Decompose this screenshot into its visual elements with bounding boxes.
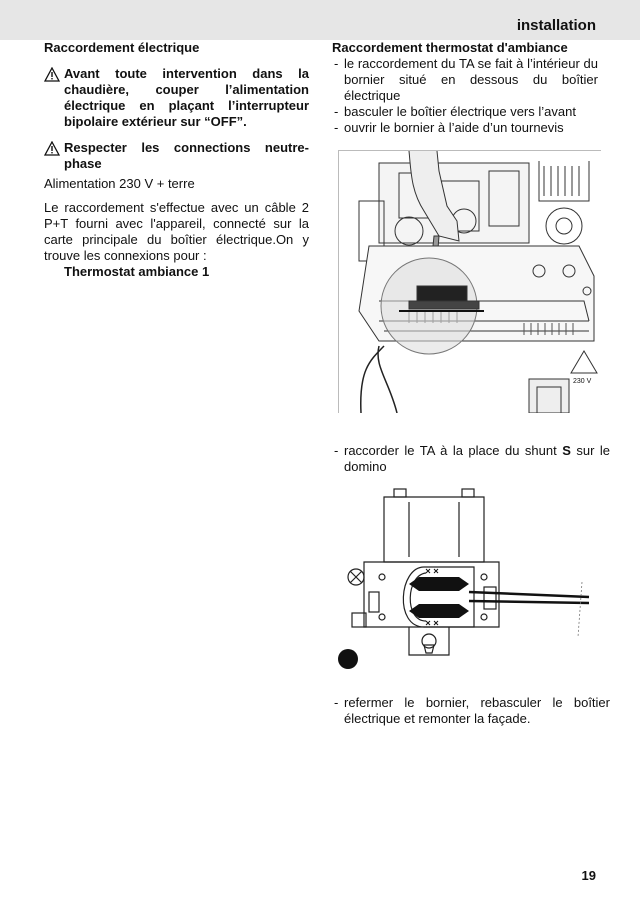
warning-neutral-phase-text: Respecter les connections neutre-phase — [64, 140, 309, 171]
warning-power-off-text: Avant toute intervention dans la chaudière, couper l’alimentation électrique en plaçant l’interrupteur bipolaire extérieur sur “OFF”. — [64, 66, 309, 129]
warning-triangle-icon — [44, 67, 60, 82]
supply-text: Alimentation 230 V + terre — [44, 176, 195, 191]
voltage-label: 230 V — [573, 378, 592, 385]
terminal-block-illustration — [334, 487, 600, 673]
shunt-marker-icon — [338, 649, 358, 669]
bullet-close-text: refermer le bornier, rebasculer le boîtier électrique et remonter la façade. — [344, 695, 610, 726]
bullet-connect-before: raccorder le TA à la place du shunt — [344, 443, 563, 458]
bullet-item: - ouvrir le bornier à l’aide d’un tournevis — [334, 120, 564, 135]
heading-thermostat: Raccordement thermostat d'ambiance — [332, 40, 568, 55]
bullet-item: - le raccordement du TA se fait à l’intérieur du bornier situé en dessous du boîtier électrique — [334, 56, 598, 103]
connection-body-text: Le raccordement s'effectue avec un câble 2 P+T fourni avec l'appareil, connecté sur la carte principale du boîtier électrique.On y trouve les connexions pour : — [44, 200, 309, 263]
section-label: installation — [516, 17, 596, 34]
warning-power-off — [44, 66, 309, 130]
bullet-text: ouvrir le bornier à l’aide d’un tournevis — [344, 120, 564, 135]
bullet-text: basculer le boîtier électrique vers l’avant — [344, 104, 576, 119]
boiler-electrical-box-illustration — [338, 150, 601, 413]
heading-electrical: Raccordement électrique — [44, 40, 200, 55]
thermostat-item: Thermostat ambiance 1 — [64, 264, 210, 279]
left-column — [44, 40, 309, 280]
page-number: 19 — [581, 868, 596, 883]
warning-triangle-icon — [44, 141, 60, 156]
bullet-close-box: - refermer le bornier, rebasculer le boîtier électrique et remonter la façade. — [334, 695, 610, 726]
bullet-text: le raccordement du TA se fait à l’intérieur du bornier situé en dessous du boîtier électrique — [344, 56, 598, 103]
bullet-connect-ta: - raccorder le TA à la place du shunt S sur le domino — [334, 443, 610, 474]
warning-neutral-phase — [44, 140, 309, 172]
shunt-label: S — [562, 443, 571, 458]
bullet-connect-after: sur le domino — [344, 443, 610, 474]
right-column — [332, 40, 598, 136]
bullet-item: - basculer le boîtier électrique vers l’avant — [334, 104, 576, 119]
